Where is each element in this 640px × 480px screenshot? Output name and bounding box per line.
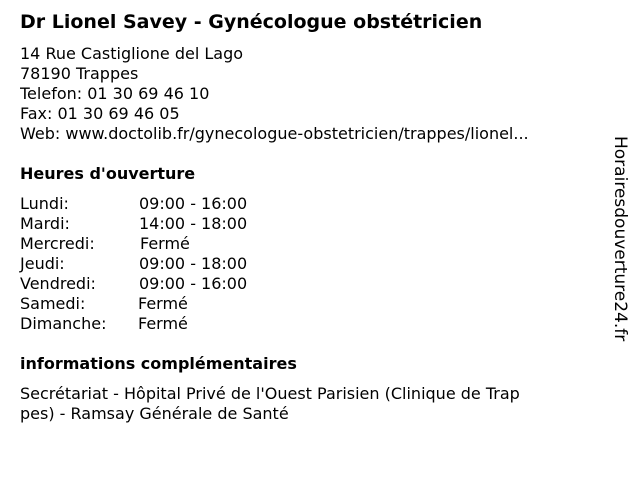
fax-number: Fax: 01 30 69 46 05 (20, 104, 180, 123)
additional-info-heading: informations complémentaires (20, 354, 297, 373)
hours-value: Fermé (138, 314, 188, 333)
hours-value: 14:00 - 18:00 (139, 214, 248, 233)
hours-value: Fermé (140, 234, 190, 253)
hours-day: Mercredi: (20, 234, 95, 253)
additional-info-text (20, 384, 580, 424)
hours-day: Mardi: (20, 214, 70, 233)
opening-hours-heading: Heures d'ouverture (20, 164, 196, 183)
page-title: Dr Lionel Savey - Gynécologue obstétricien (20, 11, 483, 33)
additional-info-line: Secrétariat - Hôpital Privé de l'Ouest Parisien (Clinique de Trap (20, 384, 520, 403)
hours-value: 09:00 - 16:00 (139, 274, 248, 293)
hours-day: Dimanche: (20, 314, 107, 333)
website-link[interactable]: Web: www.doctolib.fr/gynecologue-obstetricien/trappes/lionel... (20, 124, 529, 143)
hours-value: 09:00 - 18:00 (139, 254, 248, 273)
hours-value: 09:00 - 16:00 (139, 194, 248, 213)
hours-day: Vendredi: (20, 274, 96, 293)
hours-day: Jeudi: (20, 254, 65, 273)
contact-block (20, 44, 595, 144)
site-watermark: Horairesdouverture24.fr (610, 136, 630, 342)
additional-info-line: pes) - Ramsay Générale de Santé (20, 404, 289, 423)
phone-number[interactable]: Telefon: 01 30 69 46 10 (20, 84, 210, 103)
address-street: 14 Rue Castiglione del Lago (20, 44, 244, 63)
hours-day: Lundi: (20, 194, 69, 213)
hours-value: Fermé (138, 294, 188, 313)
hours-day: Samedi: (20, 294, 86, 313)
address-city: 78190 Trappes (20, 64, 139, 83)
